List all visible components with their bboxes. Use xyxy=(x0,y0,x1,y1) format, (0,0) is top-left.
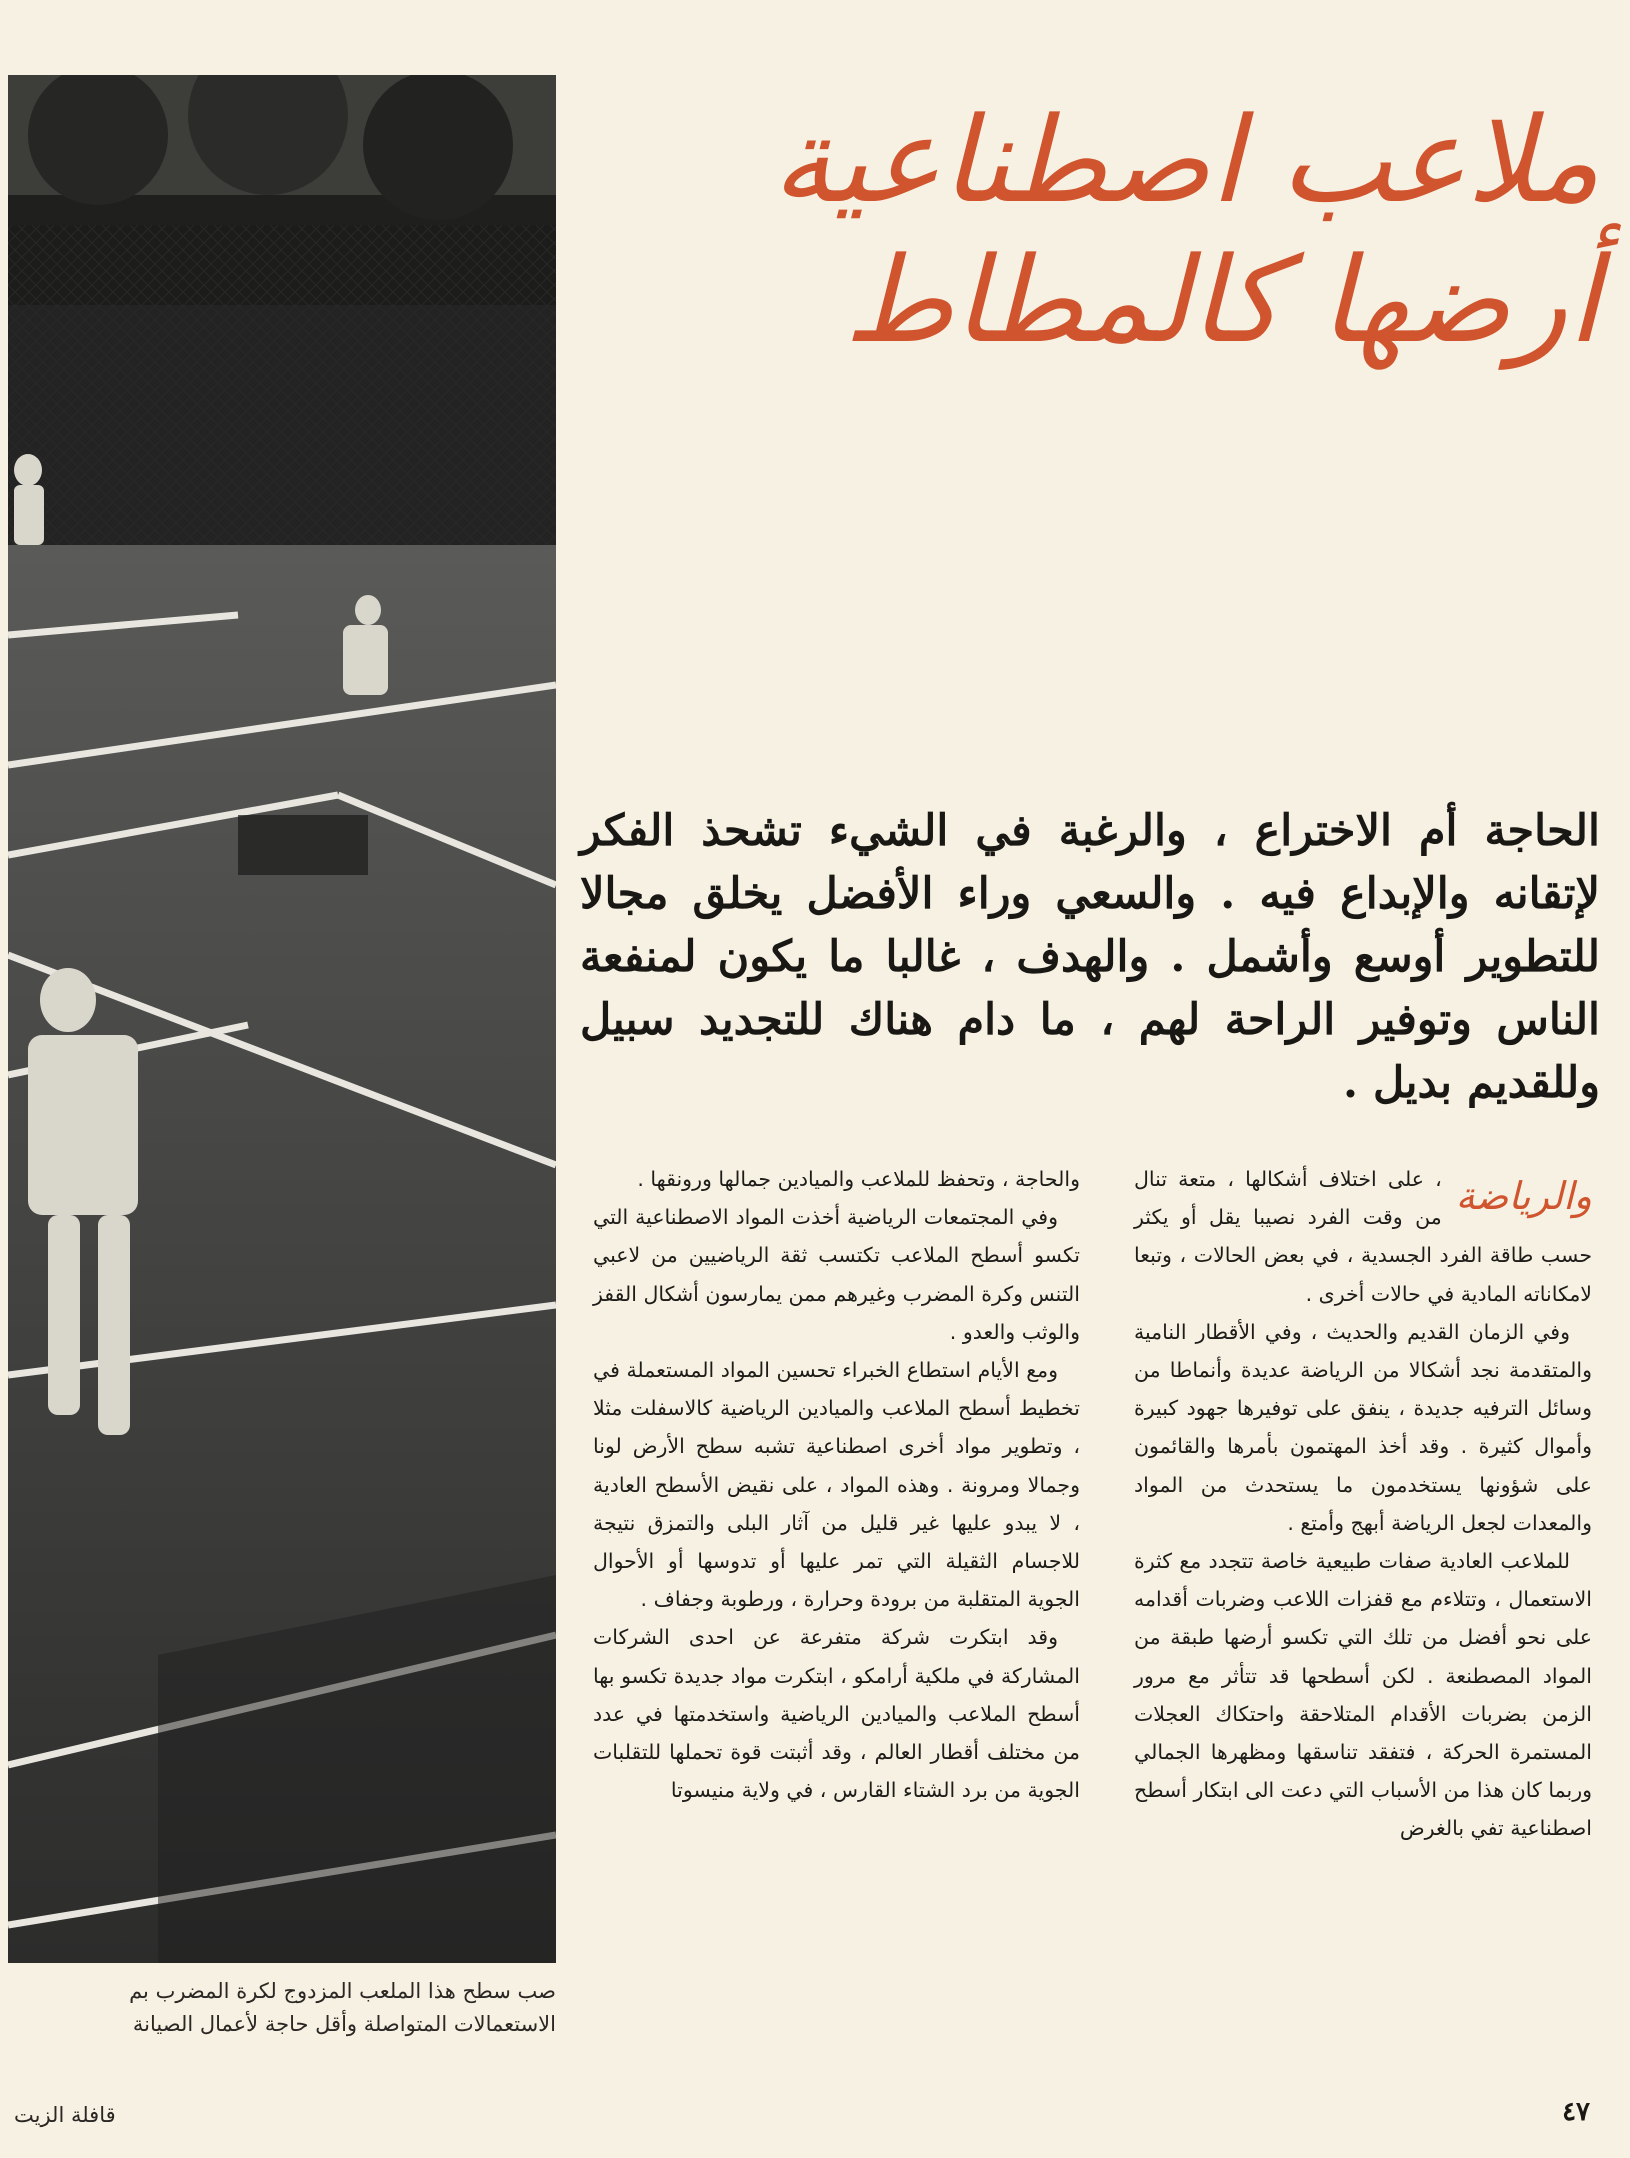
paragraph: للملاعب العادية صفات طبيعية خاصة تتجدد مع كثرة الاستعمال ، وتتلاءم مع قفزات اللاعب وضربات أقدامه على نحو أفضل من تلك التي تكسو أرضها طبقة من المواد المصطنعة . لكن أسطحها قد تتأثر مع مرور الزمن بضربات الأقدام المتلاحقة واحتكاك العجلات المستمرة الحركة ، فتفقد تناسقها ومظهرها الجمالي وربما كان هذا من الأسباب التي دعت الى ابتكار أسطح اصطناعية تفي بالغرض xyxy=(1134,1549,1592,1841)
title-line-2: أرضها كالمطاط xyxy=(844,231,1600,369)
title-line-1: ملاعب اصطناعية xyxy=(771,91,1600,229)
intro-paragraph: الحاجة أم الاختراع ، والرغبة في الشيء تشحذ الفكر لإتقانه والإبداع فيه . والسعي وراء الأفضل يخلق مجالا للتطوير أوسع وأشمل . والهدف ، غالبا ما يكون لمنفعة الناس وتوفير الراحة لهم ، ما دام هناك للتجديد سبيل وللقديم بديل . xyxy=(580,806,1600,1108)
paragraph: والحاجة ، وتحفظ للملاعب والميادين جمالها ورونقها . xyxy=(637,1167,1080,1191)
photo-caption xyxy=(0,1975,556,2041)
tennis-court-photo xyxy=(8,75,556,1963)
page-number: ٤٧ xyxy=(1562,2097,1590,2127)
paragraph: وقد ابتكرت شركة متفرعة عن احدى الشركات المشاركة في ملكية أرامكو ، ابتكرت مواد جديدة تكسو بها أسطح الملاعب والميادين الرياضية واستخدمتها في عدد من مختلف أقطار العالم ، وقد أثبتت قوة تحملها للتقلبات الجوية من برد الشتاء القارس ، في ولاية منيسوتا xyxy=(593,1625,1080,1803)
paragraph: وفي المجتمعات الرياضية أخذت المواد الاصطناعية التي تكسو أسطح الملاعب تكتسب ثقة الرياضيين من لاعبي التنس وكرة المضرب وغيرهم ممن يمارسون أشكال القفز والوثب والعدو . xyxy=(593,1205,1080,1344)
publication-name: قافلة الزيت xyxy=(14,2103,116,2127)
column-middle xyxy=(593,1160,1080,1809)
section-heading-word: والرياضة xyxy=(1455,1174,1592,1218)
paragraph: ، على اختلاف أشكالها ، متعة تنال من وقت الفرد نصيبا يقل أو يكثر حسب طاقة الفرد الجسدية ، في بعض الحالات ، وتبعا لامكاناته المادية في حالات أخرى . xyxy=(1134,1167,1592,1306)
column-right xyxy=(1134,1160,1592,1848)
article-title xyxy=(590,90,1600,370)
caption-line-1: صب سطح هذا الملعب المزدوج لكرة المضرب بم xyxy=(129,1979,556,2003)
paragraph: وفي الزمان القديم والحديث ، وفي الأقطار النامية والمتقدمة نجد أشكالا من الرياضة عديدة وأنماطا من وسائل الترفيه جديدة ، ينفق على توفيرها جهود كبيرة وأموال كثيرة . وقد أخذ المهتمون بأمرها والقائمون على شؤونها يستخدمون ما يستحدث من المواد والمعدات لجعل الرياضة أبهج وأمتع . xyxy=(1134,1319,1592,1535)
caption-line-2: الاستعمالات المتواصلة وأقل حاجة لأعمال الصيانة xyxy=(132,2012,556,2036)
paragraph: ومع الأيام استطاع الخبراء تحسين المواد المستعملة في تخطيط أسطح الملاعب والميادين الرياضية كالاسفلت مثلا ، وتطوير مواد أخرى اصطناعية تشبه سطح الأرض لونا وجمالا ومرونة . وهذه المواد ، على نقيض الأسطح العادية ، لا يبدو عليها غير قليل من آثار البلى والتمزق نتيجة للاجسام الثقيلة التي تمر عليها أو تدوسها أو الأحوال الجوية المتقلبة من برودة وحرارة ، ورطوبة وجفاف . xyxy=(593,1358,1080,1612)
